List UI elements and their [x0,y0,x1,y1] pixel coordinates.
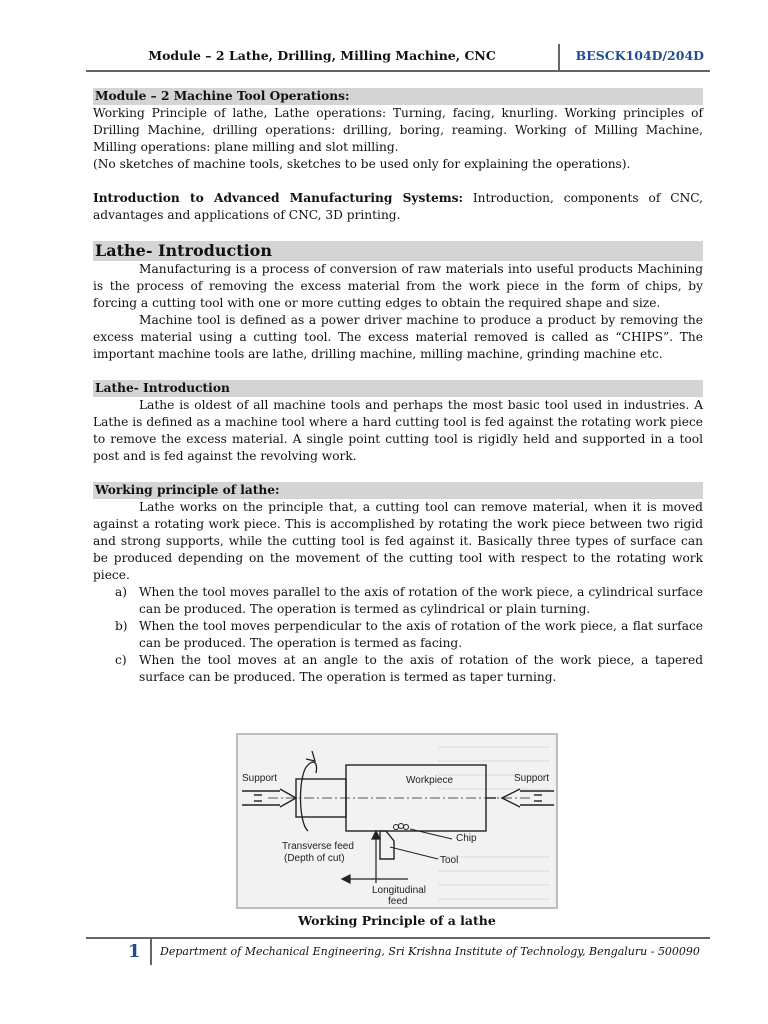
lathe-diagram-svg [238,735,556,907]
list-text: When the tool moves parallel to the axis of rotation of the work piece, a cylindrical surface can be produced. The operation is termed as cylindrical or plain turning. [139,585,703,616]
intro-para-1: Manufacturing is a process of conversion of raw materials into useful products Machining is the process of removing the excess material from the work piece in the form of chips, by forcing a cutting tool with one or more cutting edges to obtain the required shape and size. [93,262,703,310]
footer-department: Department of Mechanical Engineering, Sri Krishna Institute of Technology, Bengaluru - 500090 [160,945,700,958]
surface-list [93,584,703,686]
header-rule [86,70,710,72]
header-title: Module – 2 Lathe, Drilling, Milling Machine, CNC [148,48,496,63]
page-header [86,44,710,70]
ams-paragraph [93,190,703,224]
support-right-label: Support [514,773,550,784]
working-para: Lathe works on the principle that, a cutting tool can remove material, when it is moved against a rotating work piece. This is accomplished by rotating the work piece between two rigid and strong supports, while the cutting tool is fed against it. Basically three types of surface can be produced depending on the movement of the cutting tool with respect to the rotating work piece. [93,500,703,582]
course-code: BESCK104D/204D [575,48,704,63]
lathe-diagram [236,733,558,909]
feed-label: feed [388,896,408,907]
depth-label: (Depth of cut) [284,853,345,864]
list-marker: a) [115,585,128,599]
rotation-arrow [301,751,317,831]
list-marker: b) [115,619,128,633]
header-divider [558,44,560,70]
workpiece-label: Workpiece [406,775,454,786]
intro-para-2: Machine tool is defined as a power driver machine to produce a product by removing the excess material using a cutting tool. The excess material removed is called as “CHIPS”. The important machine tools are lathe, drilling machine, milling machine, grinding machine etc. [93,313,703,361]
list-item [93,618,703,652]
list-marker: c) [115,653,127,667]
support-left-label: Support [242,773,278,784]
tool-label: Tool [440,855,459,866]
syllabus-body: Working Principle of lathe, Lathe operations: Turning, facing, knurling. Working principles of Drilling Machine, drilling operations: drilling, boring, reaming. Working of Milling Machine, Milling operations: plane milling and slot milling. [93,106,703,154]
longitudinal-label: Longitudinal [372,885,426,896]
transverse-label: Transverse feed [282,841,354,852]
page-content [93,88,703,686]
list-text: When the tool moves at an angle to the axis of rotation of the work piece, a tapered surface can be produced. The operation is termed as taper turning. [139,653,703,684]
list-item [93,584,703,618]
working-heading: Working principle of lathe: [93,482,703,499]
figure-caption: Working Principle of a lathe [298,913,496,928]
footer-rule [86,937,710,939]
ams-label: Introduction to Advanced Manufacturing Systems: [93,191,463,205]
list-item [93,652,703,686]
chip-label: Chip [456,833,477,844]
cutting-tool [380,831,394,859]
page-number: 1 [128,941,141,962]
lathe-intro-para: Lathe is oldest of all machine tools and perhaps the most basic tool used in industries. A Lathe is defined as a machine tool where a hard cutting tool is fed against the rotating work piece to remove the excess material. A single point cutting tool is rigidly held and supported in a tool post and is fed against the revolving work. [93,398,703,463]
longitudinal-arrow [342,875,408,883]
transverse-arrow [372,831,380,883]
syllabus-note: (No sketches of machine tools, sketches to be used only for explaining the operations). [93,157,631,171]
intro-heading: Lathe- Introduction [93,241,703,261]
lathe-intro-heading: Lathe- Introduction [93,380,703,397]
chip-curls [394,824,409,830]
ams-text: Introduction, components of CNC, advantages and applications of CNC, 3D printing. [93,191,703,222]
syllabus-heading: Module – 2 Machine Tool Operations: [93,88,703,105]
list-text: When the tool moves perpendicular to the axis of rotation of the work piece, a flat surface can be produced. The operation is termed as facing. [139,619,703,650]
footer-divider [150,939,152,965]
